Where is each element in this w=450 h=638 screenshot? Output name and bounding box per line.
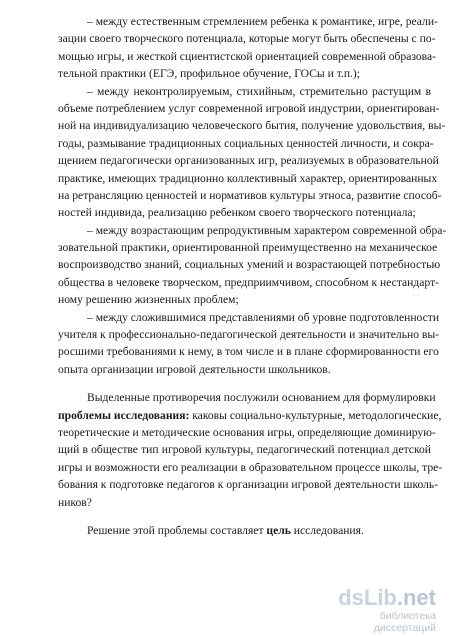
text-line: воспроизводство знаний, социальных умений и возрастающей потребностью [58, 258, 441, 272]
text-line: щий в обществе тип игровой культуры, педагогический потенциал детской [58, 443, 431, 457]
text-line: опыта организации игровой деятельности школьников. [58, 362, 331, 376]
text-line: росшими требованиями к нему, в том числе и в плане сформированности его [58, 345, 439, 359]
text-line: ников? [58, 495, 92, 509]
text-line: бования к подготовке педагогов к организации игровой деятельности школь- [58, 478, 439, 492]
text-line: зации своего творческого потенциала, которые могут быть обеспечены с по- [58, 32, 436, 46]
text-line: игры и возможности его реализации в образовательном процессе школы, тре- [58, 460, 443, 474]
text-line: объеме потреблением услуг современной игровой индустрии, ориентирован- [58, 101, 440, 115]
problem-paragraph [58, 389, 443, 511]
contradiction-paragraph-2 [58, 83, 446, 222]
text-line: – между сложившимися представлениями об уровне подготовленности [87, 310, 440, 324]
text-fragment: каковы социально-культурные, методологические, [189, 408, 442, 422]
problem-term: проблемы исследования: [58, 408, 190, 422]
text-line: теоретические и методические основания игры, определяющие доминирую- [58, 425, 436, 439]
goal-paragraph [58, 522, 431, 539]
watermark-logo-tld: .net [396, 585, 436, 610]
watermark-subtitle: библиотека диссертаций [373, 610, 436, 634]
site-watermark [326, 585, 436, 634]
document-body [58, 13, 447, 539]
text-line: ностей индивида, реализацию ребенком своего творческого потенциала; [58, 206, 416, 220]
text-line: практике, имеющих традиционно коллективный характер, ориентированных [58, 171, 438, 185]
text-line: – между неконтролируемым, стихийным, стремительно растущим в [87, 84, 431, 98]
text-fragment: Решение этой проблемы составляет [87, 523, 267, 537]
text-line: ному решению жизненных проблем; [58, 293, 239, 307]
text-line: зовательной практики, ориентированной преимущественно на механическое [58, 241, 438, 255]
text-line: – между возрастающим репродуктивным характером современной обра- [87, 223, 447, 237]
contradiction-paragraph-1 [58, 13, 438, 83]
text-line: Выделенные противоречия послужили основанием для формулировки [87, 391, 436, 405]
text-line: на ретрансляцию ценностей и нормативов культуры этноса, развитие способ- [58, 188, 442, 202]
text-fragment: исследования. [290, 523, 364, 537]
text-line [58, 522, 431, 539]
text-line: тельной практики (ЕГЭ, профильное обучение, ГОСы и т.п.); [58, 67, 361, 81]
text-line [58, 407, 442, 424]
text-line: годы, размывание традиционных социальных ценностей личности, и сокра- [58, 136, 434, 150]
text-line: ной на индивидуализацию человеческого бытия, получение удовольствия, вы- [58, 119, 446, 133]
text-line: мощью игры, и жесткой сциентистской ориентацией современной образова- [58, 49, 437, 63]
watermark-logo [326, 586, 436, 610]
text-line: общества в человеке творческом, предприимчивом, способном к нестандарт- [58, 275, 440, 289]
contradiction-paragraph-3 [58, 222, 447, 309]
watermark-logo-main: dsLib [338, 585, 397, 610]
goal-term: цель [266, 523, 291, 537]
text-line: щением педагогически организованных игр, реализуемых в образовательной [58, 154, 439, 168]
contradiction-paragraph-4 [58, 309, 440, 379]
text-line: учителя к профессионально-педагогической деятельности и значительно вы- [58, 328, 440, 342]
text-line: – между естественным стремлением ребенка к романтике, игре, реали- [87, 15, 438, 28]
